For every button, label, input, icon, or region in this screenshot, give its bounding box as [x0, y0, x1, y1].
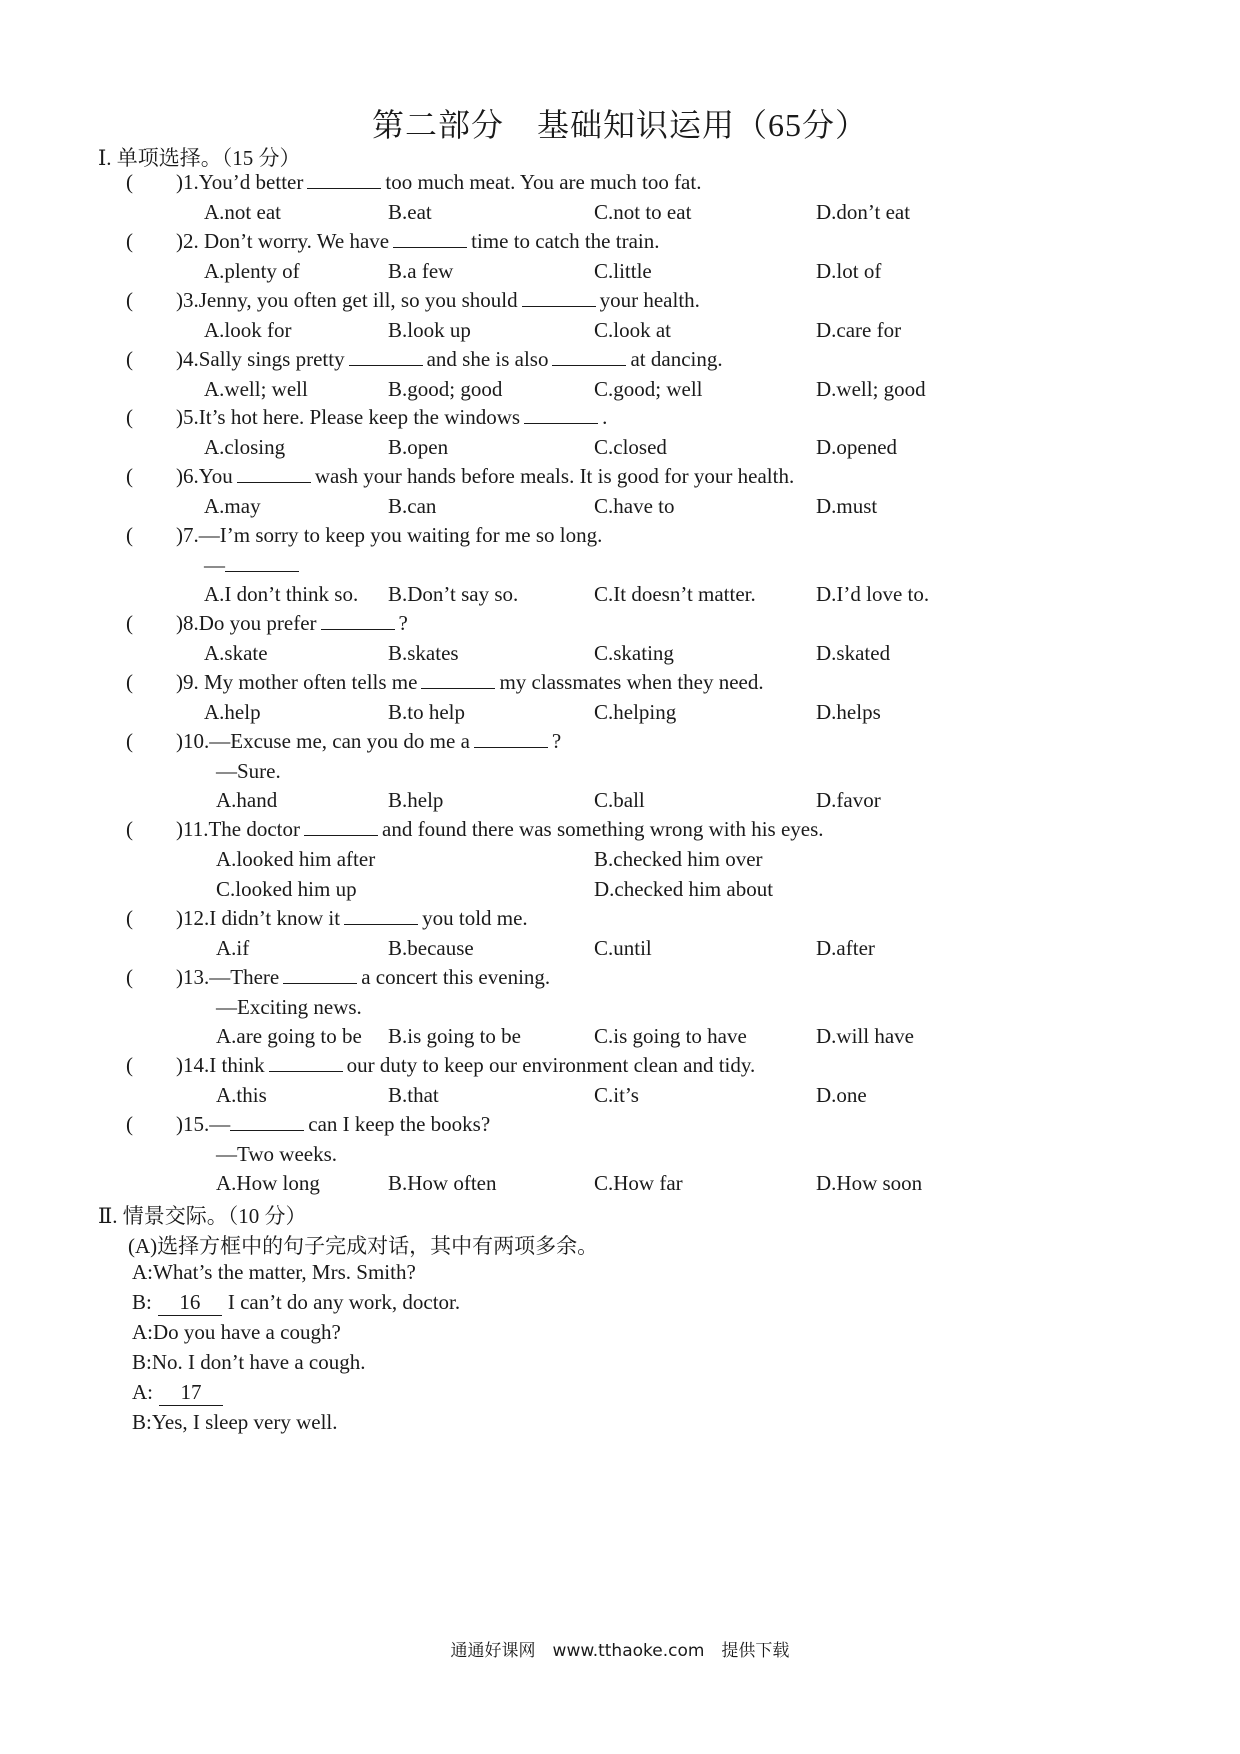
answer-paren[interactable]: ( — [126, 170, 133, 194]
option-b: B.skates — [388, 641, 459, 665]
blank — [304, 817, 378, 836]
option-a: A.not eat — [204, 200, 281, 224]
option-d: D.How soon — [816, 1171, 923, 1195]
option-c: C.it’s — [594, 1083, 639, 1107]
option-a: A.hand — [216, 788, 278, 812]
section2-heading: Ⅱ. 情景交际。（10 分） — [98, 1204, 307, 1228]
answer-blank-16[interactable]: 16 — [158, 1290, 222, 1316]
option-d: D.after — [816, 936, 875, 960]
option-a: A.I don’t think so. — [204, 582, 359, 606]
option-a: A.closing — [204, 435, 286, 459]
option-a: A.well; well — [204, 377, 308, 401]
question-13-reply: —Exciting news. — [216, 995, 362, 1019]
option-a: A.plenty of — [204, 259, 300, 283]
option-c: C.looked him up — [216, 877, 357, 901]
answer-paren[interactable]: ( — [126, 1112, 133, 1136]
option-d: D.will have — [816, 1024, 914, 1048]
option-c: C.It doesn’t matter. — [594, 582, 756, 606]
answer-paren[interactable]: ( — [126, 523, 133, 547]
blank — [307, 170, 381, 189]
question-12: ( )12.I didn’t know it you told me. — [126, 906, 528, 930]
question-2: ( )2. Don’t worry. We have time to catch the train. — [126, 229, 660, 253]
question-11: ( )11.The doctor and found there was something wrong with his eyes. — [126, 817, 824, 841]
option-d: D.well; good — [816, 377, 926, 401]
blank — [321, 611, 395, 630]
question-15-reply: —Two weeks. — [216, 1142, 338, 1166]
blank — [552, 347, 626, 366]
question-10: ( )10.—Excuse me, can you do me a ? — [126, 729, 562, 753]
option-a: A.this — [216, 1083, 267, 1107]
option-b: B.eat — [388, 200, 432, 224]
option-d: D.one — [816, 1083, 867, 1107]
option-d: D.helps — [816, 700, 881, 724]
blank — [269, 1053, 343, 1072]
option-c: C.good; well — [594, 377, 703, 401]
question-5: ( )5.It’s hot here. Please keep the windows . — [126, 405, 608, 429]
section1-heading: Ⅰ. 单项选择。（15 分） — [98, 146, 301, 170]
answer-paren[interactable]: ( — [126, 288, 133, 312]
option-d: D.don’t eat — [816, 200, 911, 224]
dialogue-line-4: B:No. I don’t have a cough. — [132, 1350, 366, 1374]
option-c: C.little — [594, 259, 652, 283]
dialogue-line-1: A:What’s the matter, Mrs. Smith? — [132, 1260, 416, 1284]
answer-paren[interactable]: ( — [126, 817, 133, 841]
option-c: C.have to — [594, 494, 675, 518]
blank — [225, 553, 299, 572]
question-4: ( )4.Sally sings pretty and she is also at dancing. — [126, 347, 723, 371]
option-d: D.skated — [816, 641, 891, 665]
question-9: ( )9. My mother often tells me my classmates when they need. — [126, 670, 764, 694]
question-13: ( )13.—There a concert this evening. — [126, 965, 551, 989]
option-c: C.is going to have — [594, 1024, 747, 1048]
blank — [237, 464, 311, 483]
option-a: A.look for — [204, 318, 292, 342]
blank — [474, 729, 548, 748]
option-c: C.look at — [594, 318, 671, 342]
option-c: C.skating — [594, 641, 674, 665]
option-a: A.may — [204, 494, 261, 518]
option-a: A.skate — [204, 641, 268, 665]
blank — [421, 670, 495, 689]
option-c: C.helping — [594, 700, 677, 724]
answer-paren[interactable]: ( — [126, 229, 133, 253]
blank — [524, 405, 598, 424]
blank — [230, 1112, 304, 1131]
option-b: B.a few — [388, 259, 454, 283]
answer-paren[interactable]: ( — [126, 347, 133, 371]
dialogue-line-2: B: 16 I can’t do any work, doctor. — [132, 1290, 461, 1314]
option-b: B.can — [388, 494, 437, 518]
option-b: B.checked him over — [594, 847, 763, 871]
option-a: A.looked him after — [216, 847, 376, 871]
dialogue-line-5: A: 17 — [132, 1380, 229, 1406]
option-d: D.must — [816, 494, 878, 518]
question-1: ( )1.You’d better too much meat. You are much too fat. — [126, 170, 702, 194]
option-d: D.I’d love to. — [816, 582, 930, 606]
question-14: ( )14.I think our duty to keep our environment clean and tidy. — [126, 1053, 756, 1077]
option-b: B.to help — [388, 700, 465, 724]
question-3: ( )3.Jenny, you often get ill, so you should your health. — [126, 288, 700, 312]
answer-paren[interactable]: ( — [126, 405, 133, 429]
question-15: ( )15.— can I keep the books? — [126, 1112, 491, 1136]
option-b: B.open — [388, 435, 449, 459]
option-b: B.look up — [388, 318, 471, 342]
page-title: 第二部分 基础知识运用（65分） — [371, 107, 868, 143]
option-d: D.favor — [816, 788, 881, 812]
answer-paren[interactable]: ( — [126, 965, 133, 989]
answer-paren[interactable]: ( — [126, 670, 133, 694]
blank — [283, 965, 357, 984]
option-b: B.because — [388, 936, 474, 960]
answer-paren[interactable]: ( — [126, 729, 133, 753]
option-d: D.checked him about — [594, 877, 774, 901]
section2-instruction: (A)选择方框中的句子完成对话，其中有两项多余。 — [128, 1234, 599, 1258]
question-6: ( )6.You wash your hands before meals. It is good for your health. — [126, 464, 795, 488]
page-footer: 通通好课网 www.tthaoke.com 提供下载 — [450, 1641, 790, 1661]
answer-paren[interactable]: ( — [126, 1053, 133, 1077]
option-b: B.Don’t say so. — [388, 582, 519, 606]
option-d: D.care for — [816, 318, 902, 342]
blank — [522, 288, 596, 307]
option-c: C.How far — [594, 1171, 683, 1195]
question-10-reply: —Sure. — [216, 759, 281, 783]
blank — [344, 906, 418, 925]
answer-paren[interactable]: ( — [126, 464, 133, 488]
blank — [393, 229, 467, 248]
question-7-reply: — — [204, 553, 303, 578]
option-b: B.help — [388, 788, 444, 812]
option-c: C.not to eat — [594, 200, 692, 224]
option-d: D.lot of — [816, 259, 882, 283]
dialogue-line-6: B:Yes, I sleep very well. — [132, 1410, 338, 1434]
question-7: ( )7.—I’m sorry to keep you waiting for me so long. — [126, 523, 603, 547]
option-b: B.is going to be — [388, 1024, 522, 1048]
option-b: B.How often — [388, 1171, 497, 1195]
option-c: C.closed — [594, 435, 667, 459]
dialogue-line-3: A:Do you have a cough? — [132, 1320, 341, 1344]
option-a: A.How long — [216, 1171, 320, 1195]
option-b: B.good; good — [388, 377, 503, 401]
answer-paren[interactable]: ( — [126, 906, 133, 930]
option-b: B.that — [388, 1083, 439, 1107]
blank — [349, 347, 423, 366]
option-c: C.until — [594, 936, 652, 960]
option-c: C.ball — [594, 788, 645, 812]
answer-blank-17[interactable]: 17 — [159, 1380, 223, 1406]
option-a: A.help — [204, 700, 261, 724]
answer-paren[interactable]: ( — [126, 611, 133, 635]
option-a: A.if — [216, 936, 250, 960]
option-a: A.are going to be — [216, 1024, 362, 1048]
option-d: D.opened — [816, 435, 898, 459]
question-8: ( )8.Do you prefer ? — [126, 611, 408, 635]
